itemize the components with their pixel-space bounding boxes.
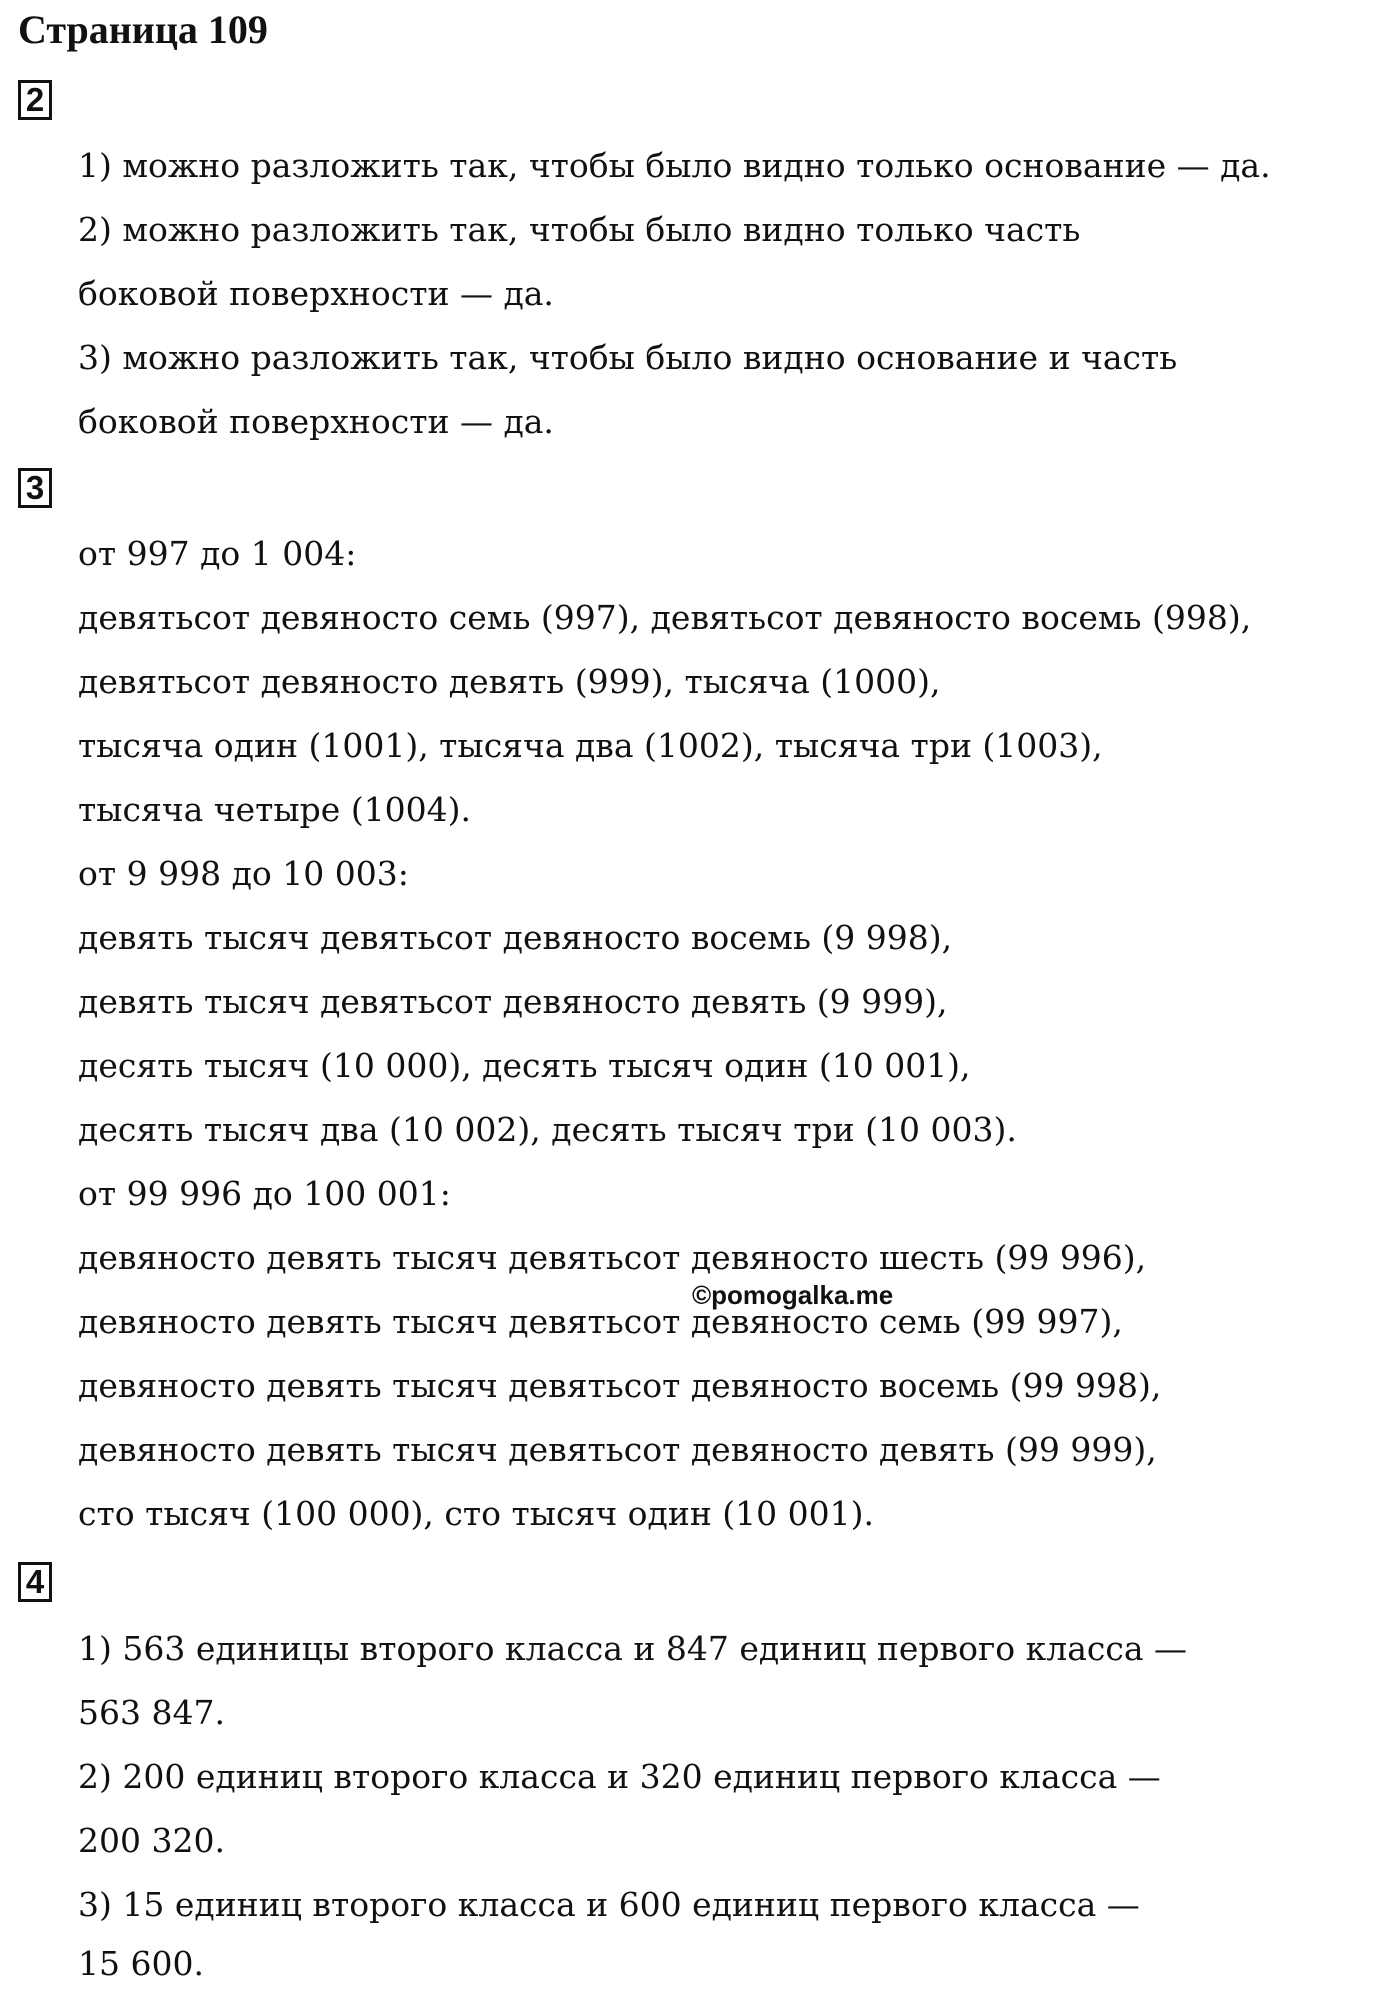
task-3-line-1: от 997 до 1 004: (78, 534, 357, 573)
task-number-4: 4 (18, 1562, 52, 1602)
task-4-line-3: 2) 200 единиц второго класса и 320 единиц первого класса — (78, 1757, 1161, 1796)
task-4-line-5: 3) 15 единиц второго класса и 600 единиц первого класса — (78, 1885, 1140, 1924)
task-3-line-15: девяносто девять тысяч девятьсот девяносто девять (99 999), (78, 1430, 1157, 1469)
task-3-line-13: девяносто девять тысяч девятьсот девяносто семь (99 997), (78, 1302, 1123, 1341)
task-4-line-4: 200 320. (78, 1821, 225, 1860)
task-3-line-12: девяносто девять тысяч девятьсот девяносто шесть (99 996), (78, 1238, 1147, 1277)
task-3-line-2: девятьсот девяносто семь (997), девятьсот девяносто восемь (998), (78, 598, 1252, 637)
task-3-line-6: от 9 998 до 10 003: (78, 854, 409, 893)
task-3-line-5: тысяча четыре (1004). (78, 790, 472, 829)
task-number-2: 2 (18, 80, 52, 120)
task-number-3: 3 (18, 468, 52, 508)
task-4-line-1: 1) 563 единицы второго класса и 847 единиц первого класса — (78, 1629, 1188, 1668)
watermark: ©pomogalka.me (692, 1280, 894, 1310)
task-3-line-8: девять тысяч девятьсот девяносто девять (9 999), (78, 982, 948, 1021)
task-2-line-4: 3) можно разложить так, чтобы было видно основание и часть (78, 338, 1178, 377)
task-2-line-1: 1) можно разложить так, чтобы было видно только основание — да. (78, 146, 1271, 185)
task-3-line-11: от 99 996 до 100 001: (78, 1174, 451, 1213)
task-3-line-4: тысяча один (1001), тысяча два (1002), тысяча три (1003), (78, 726, 1103, 765)
task-3-line-14: девяносто девять тысяч девятьсот девяносто восемь (99 998), (78, 1366, 1162, 1405)
task-4-line-6: 15 600. (78, 1944, 204, 1983)
task-3-line-7: девять тысяч девятьсот девяносто восемь (9 998), (78, 918, 953, 957)
task-4-line-2: 563 847. (78, 1693, 225, 1732)
task-3-line-16: сто тысяч (100 000), сто тысяч один (10 001). (78, 1494, 875, 1533)
task-3-line-10: десять тысяч два (10 002), десять тысяч три (10 003). (78, 1110, 1017, 1149)
page-title: Страница 109 (18, 7, 268, 52)
task-3-line-9: десять тысяч (10 000), десять тысяч один (10 001), (78, 1046, 971, 1085)
task-2-line-3: боковой поверхности — да. (78, 274, 554, 313)
task-2-line-5: боковой поверхности — да. (78, 402, 554, 441)
task-2-line-2: 2) можно разложить так, чтобы было видно только часть (78, 210, 1081, 249)
task-3-line-3: девятьсот девяносто девять (999), тысяча (1000), (78, 662, 941, 701)
